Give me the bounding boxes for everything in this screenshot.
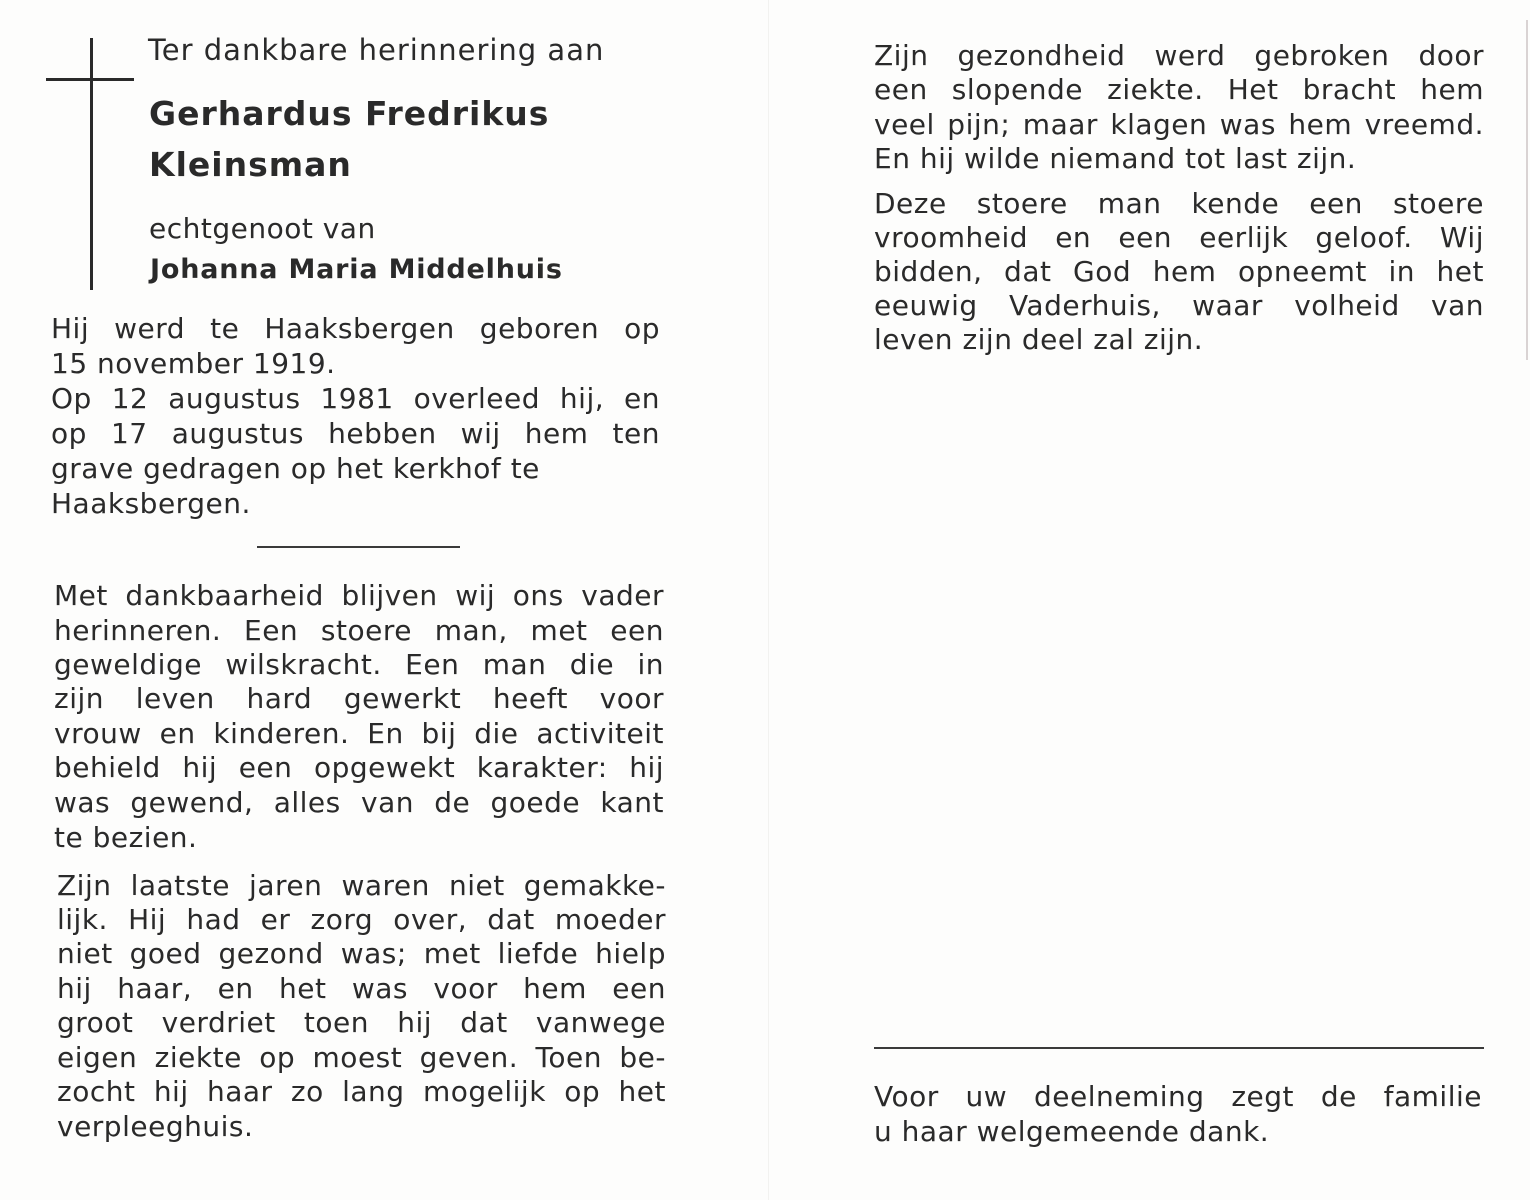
spouse-name: Johanna Maria Middelhuis: [150, 254, 563, 285]
paragraph-line: hij haar, en het was voor hem een: [57, 972, 666, 1005]
paragraph-line: te bezien.: [54, 821, 198, 854]
intro-text: Ter dankbare herinnering aan: [148, 33, 605, 67]
paragraph-line: zijn leven hard gewerkt heeft voor: [54, 682, 664, 715]
paragraph-line: leven zijn deel zal zijn.: [874, 323, 1204, 356]
paragraph-line: een slopende ziekte. Het bracht hem: [874, 73, 1484, 106]
card-edge-mark: [1526, 20, 1528, 360]
paragraph-line: veel pijn; maar klagen was hem vreemd.: [874, 108, 1484, 141]
paragraph-line: Met dankbaarheid blijven wij ons vader: [54, 579, 664, 612]
paragraph-line: herinneren. Een stoere man, met een: [54, 614, 664, 647]
paragraph-line: was gewend, alles van de goede kant: [54, 786, 664, 819]
paragraph-line: u haar welgemeende dank.: [874, 1115, 1270, 1148]
paragraph-line: Zijn laatste jaren waren niet gemakke-: [57, 869, 666, 902]
paragraph-line: grave gedragen op het kerkhof te: [51, 452, 540, 485]
paragraph-line: En hij wilde niemand tot last zijn.: [874, 142, 1357, 175]
section-divider: [257, 546, 460, 548]
paragraph-line: niet goed gezond was; met liefde hielp: [57, 937, 666, 970]
footer-divider: [874, 1047, 1484, 1049]
paragraph-line: Hij werd te Haaksbergen geboren op: [51, 312, 660, 345]
paragraph-line: 15 november 1919.: [51, 347, 336, 380]
paragraph-line: Zijn gezondheid werd gebroken door: [874, 39, 1484, 72]
paragraph-line: bidden, dat God hem opneemt in het: [874, 255, 1484, 288]
paragraph-line: Deze stoere man kende een stoere: [874, 187, 1484, 220]
paragraph-line: zocht hij haar zo lang mogelijk op het: [57, 1075, 666, 1108]
deceased-name-line1: Gerhardus Fredrikus: [149, 94, 550, 133]
paragraph-line: Voor uw deelneming zegt de familie: [874, 1080, 1482, 1113]
paragraph-line: eeuwig Vaderhuis, waar volheid van: [874, 289, 1484, 322]
paragraph-line: lijk. Hij had er zorg over, dat moeder: [57, 903, 666, 936]
deceased-name-line2: Kleinsman: [149, 145, 352, 184]
paragraph-line: behield hij een opgewekt karakter: hij: [54, 751, 664, 784]
cross-horizontal-bar: [46, 78, 134, 81]
paragraph-line: op 17 augustus hebben wij hem ten: [51, 417, 660, 450]
paragraph-line: Op 12 augustus 1981 overleed hij, en: [51, 382, 660, 415]
relation-text: echtgenoot van: [149, 212, 376, 245]
paragraph-line: vrouw en kinderen. En bij die activiteit: [54, 717, 664, 750]
paragraph-line: eigen ziekte op moest geven. Toen be-: [57, 1041, 666, 1074]
paragraph-line: vroomheid en een eerlijk geloof. Wij: [874, 221, 1484, 254]
paragraph-line: Haaksbergen.: [51, 487, 251, 520]
paragraph-line: groot verdriet toen hij dat vanwege: [57, 1006, 666, 1039]
cross-vertical-bar: [90, 38, 93, 290]
card-fold: [768, 0, 769, 1200]
paragraph-line: verpleeghuis.: [57, 1110, 254, 1143]
paragraph-line: geweldige wilskracht. Een man die in: [54, 648, 664, 681]
